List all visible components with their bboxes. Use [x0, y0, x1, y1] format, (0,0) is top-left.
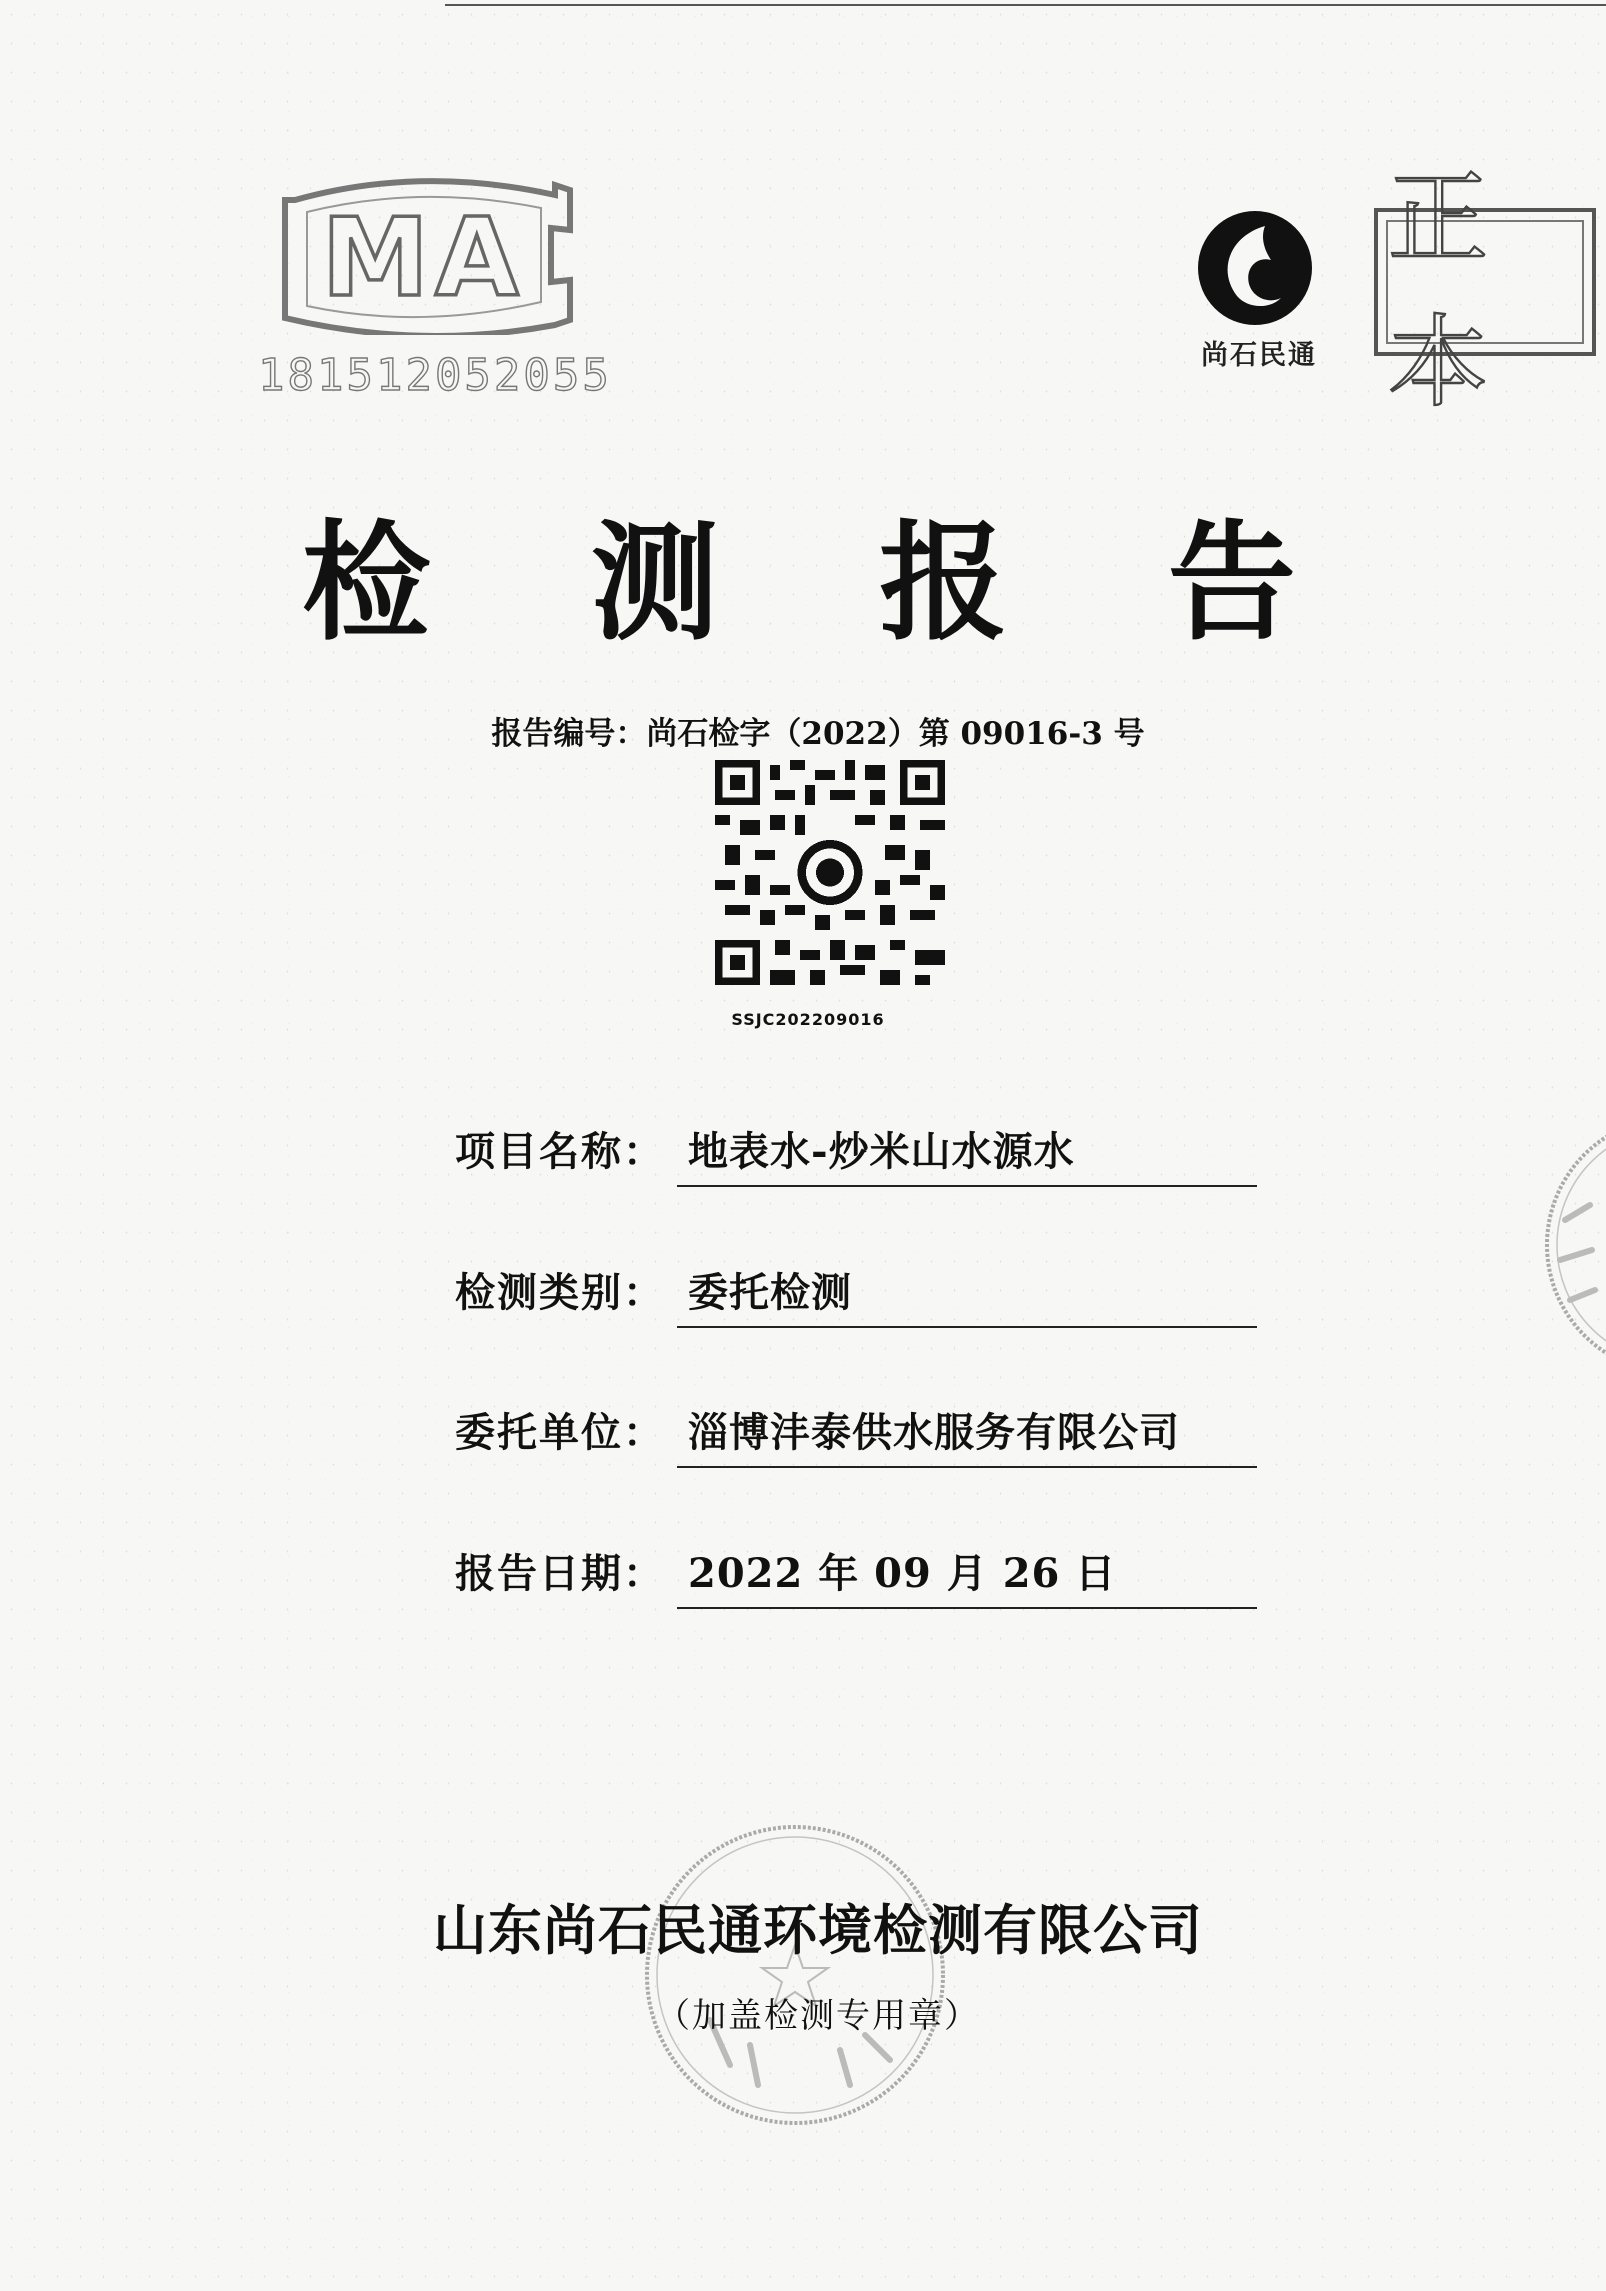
field-value: 淄博沣泰供水服务有限公司 — [688, 1409, 1180, 1456]
field-value: 地表水-炒米山水源水 — [688, 1128, 1075, 1175]
field-client — [455, 1401, 1255, 1481]
field-underline — [677, 1326, 1257, 1328]
inspection-seal-icon — [640, 1820, 950, 2130]
field-underline — [677, 1185, 1257, 1187]
report-title: 检 测 报 告 — [302, 508, 1354, 658]
cma-certificate-number: 181512052055 — [258, 350, 612, 401]
report-number: 报告编号：尚石检字（2022）第 09016-3 号 — [491, 716, 1145, 752]
field-label: 项目名称： — [455, 1128, 665, 1175]
cma-accreditation-mark — [255, 170, 585, 335]
cma-text: MA — [321, 196, 525, 321]
field-report-date — [455, 1542, 1255, 1622]
original-copy-stamp-text: 正本 — [1386, 220, 1584, 344]
top-edge-line — [445, 4, 1606, 6]
company-logo-text: 尚石民通 — [1201, 340, 1317, 371]
field-project-name — [455, 1120, 1255, 1200]
qr-code-caption: SSJC202209016 — [731, 1010, 885, 1029]
field-value: 委托检测 — [688, 1269, 852, 1316]
field-underline — [677, 1466, 1257, 1468]
field-label: 报告日期： — [455, 1550, 665, 1597]
field-label: 委托单位： — [455, 1409, 665, 1456]
qr-code-icon[interactable] — [715, 760, 945, 985]
issuing-company-name: 山东尚石民通环境检测有限公司 — [433, 1898, 1203, 1962]
page-seam-seal-icon — [1530, 1110, 1606, 1380]
company-logo-icon — [1195, 208, 1315, 328]
field-label: 检测类别： — [455, 1269, 665, 1316]
seal-note: （加盖检测专用章） — [656, 1996, 980, 2036]
field-test-category — [455, 1261, 1255, 1341]
field-underline — [677, 1607, 1257, 1609]
original-copy-stamp — [1374, 160, 1596, 421]
field-value: 2022 年 09 月 26 日 — [688, 1550, 1117, 1597]
